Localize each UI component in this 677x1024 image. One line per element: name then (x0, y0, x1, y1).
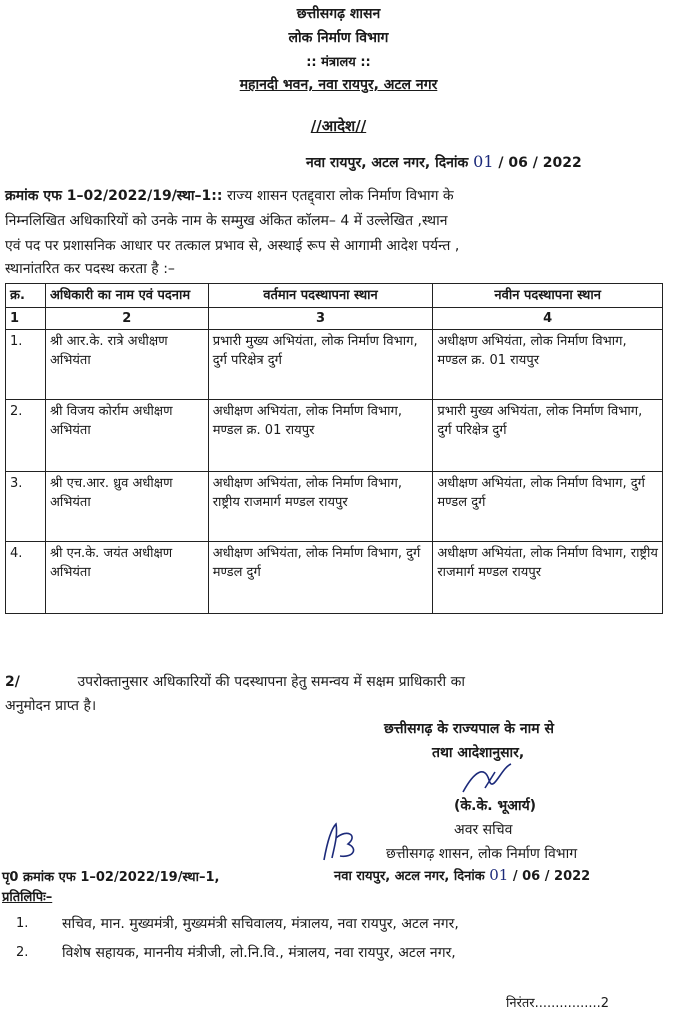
row-new-posting: अधीक्षण अभियंता, लोक निर्माण विभाग, दुर्ग मण्डल दुर्ग (433, 472, 663, 542)
row-current-posting: प्रभारी मुख्य अभियंता, लोक निर्माण विभाग, दुर्ग परिक्षेत्र दुर्ग (208, 330, 433, 400)
row-new-posting: अधीक्षण अभियंता, लोक निर्माण विभाग, मण्डल क्र. 01 रायपुर (433, 330, 663, 400)
para2-line-1 (5, 672, 465, 692)
signature-order-line: तथा आदेशानुसार, (432, 745, 525, 761)
intro-line-4: स्थानांतरित कर पदस्थ करता है :– (5, 261, 175, 277)
row-serial: 1. (6, 330, 46, 400)
intro-line-2: निम्नलिखित अधिकारियों को उनके नाम के सम्मुख अंकित कॉलम– 4 में उल्लेखित ,स्थान (5, 213, 448, 229)
para2-line-2: अनुमोदन प्राप्त है। (5, 698, 97, 714)
endorsement-reference: पृ0 क्रमांक एफ 1–02/2022/19/स्था–1, (2, 870, 220, 885)
copy-item-number: 1. (16, 916, 29, 931)
row-current-posting: अधीक्षण अभियंता, लोक निर्माण विभाग, दुर्ग मण्डल दुर्ग (208, 542, 433, 614)
endorsement-date-line (334, 866, 590, 884)
copy-to-label: प्रतिलिपिः– (2, 890, 53, 905)
col-number-2: 2 (45, 308, 208, 330)
table-header-row (6, 284, 663, 308)
table-row (6, 472, 663, 542)
intro-line-1 (5, 186, 454, 206)
row-current-posting: अधीक्षण अभियंता, लोक निर्माण विभाग, मण्डल क्र. 01 रायपुर (208, 400, 433, 472)
order-reference: क्रमांक एफ 1–02/2022/19/स्था–1:: (5, 188, 223, 204)
row-officer: श्री एन.के. जयंत अधीक्षण अभियंता (45, 542, 208, 614)
row-serial: 2. (6, 400, 46, 472)
header-new-posting: नवीन पदस्थापना स्थान (433, 284, 663, 308)
date-day: 01 (473, 152, 494, 171)
row-officer: श्री एच.आर. ध्रुव अधीक्षण अभियंता (45, 472, 208, 542)
row-current-posting: अधीक्षण अभियंता, लोक निर्माण विभाग, राष्ट्रीय राजमार्ग मण्डल रायपुर (208, 472, 433, 542)
header-serial: क्र. (6, 284, 46, 308)
signatory-designation: अवर सचिव (454, 822, 513, 838)
intro-text-1: राज्य शासन एतद्द्वारा लोक निर्माण विभाग के (226, 188, 454, 204)
table-row (6, 330, 663, 400)
row-new-posting: प्रभारी मुख्य अभियंता, लोक निर्माण विभाग, दुर्ग परिक्षेत्र दुर्ग (433, 400, 663, 472)
endorsement-place: नवा रायपुर, अटल नगर, दिनांक (334, 869, 485, 884)
header-department: लोक निर्माण विभाग (288, 30, 389, 46)
endorsement-day: 01 (489, 866, 509, 884)
copy-item-number: 2. (16, 945, 29, 960)
header-govt: छत्तीसगढ़ शासन (296, 6, 381, 22)
row-serial: 3. (6, 472, 46, 542)
col-number-1: 1 (6, 308, 46, 330)
initials-icon (318, 818, 362, 866)
table-row (6, 542, 663, 614)
para2-text-1: उपरोक्तानुसार अधिकारियों की पदस्थापना हेतु समन्वय में सक्षम प्राधिकारी का (77, 674, 465, 690)
para2-number: 2/ (5, 674, 20, 690)
endorsement-date-rest: / 06 / 2022 (512, 869, 591, 884)
header-officer: अधिकारी का नाम एवं पदनाम (45, 284, 208, 308)
copy-item-text: विशेष सहायक, माननीय मंत्रीजी, लो.नि.वि., मंत्रालय, नवा रायपुर, अटल नगर, (62, 945, 456, 961)
col-number-4: 4 (433, 308, 663, 330)
header-ministry: :: मंत्रालय :: (306, 55, 371, 70)
table-row (6, 400, 663, 472)
date-place: नवा रायपुर, अटल नगर, दिनांक (306, 155, 469, 171)
col-number-3: 3 (208, 308, 433, 330)
row-new-posting: अधीक्षण अभियंता, लोक निर्माण विभाग, राष्ट्रीय राजमार्ग मण्डल रायपुर (433, 542, 663, 614)
signatory-office: छत्तीसगढ़ शासन, लोक निर्माण विभाग (386, 846, 578, 862)
date-line (306, 152, 582, 172)
row-officer: श्री आर.के. रात्रे अधीक्षण अभियंता (45, 330, 208, 400)
date-rest: / 06 / 2022 (498, 155, 582, 171)
intro-line-3: एवं पद पर प्रशासनिक आधार पर तत्काल प्रभाव से, अस्थाई रूप से आगामी आदेश पर्यन्त , (5, 238, 460, 254)
signatory-name: (के.के. भूआर्य) (454, 798, 537, 814)
signature-authority-line: छत्तीसगढ़ के राज्यपाल के नाम से (384, 721, 554, 737)
signature-scribble-icon (455, 760, 525, 800)
copy-item-text: सचिव, मान. मुख्यमंत्री, मुख्यमंत्री सचिवालय, मंत्रालय, नवा रायपुर, अटल नगर, (62, 916, 459, 932)
continued-marker: निरंतर................2 (506, 996, 610, 1011)
transfer-table (5, 283, 663, 614)
header-current-posting: वर्तमान पदस्थापना स्थान (208, 284, 433, 308)
row-serial: 4. (6, 542, 46, 614)
order-title: //आदेश// (310, 117, 367, 135)
row-officer: श्री विजय कोर्राम अधीक्षण अभियंता (45, 400, 208, 472)
table-column-number-row (6, 308, 663, 330)
header-address: महानदी भवन, नवा रायपुर, अटल नगर (239, 77, 438, 93)
